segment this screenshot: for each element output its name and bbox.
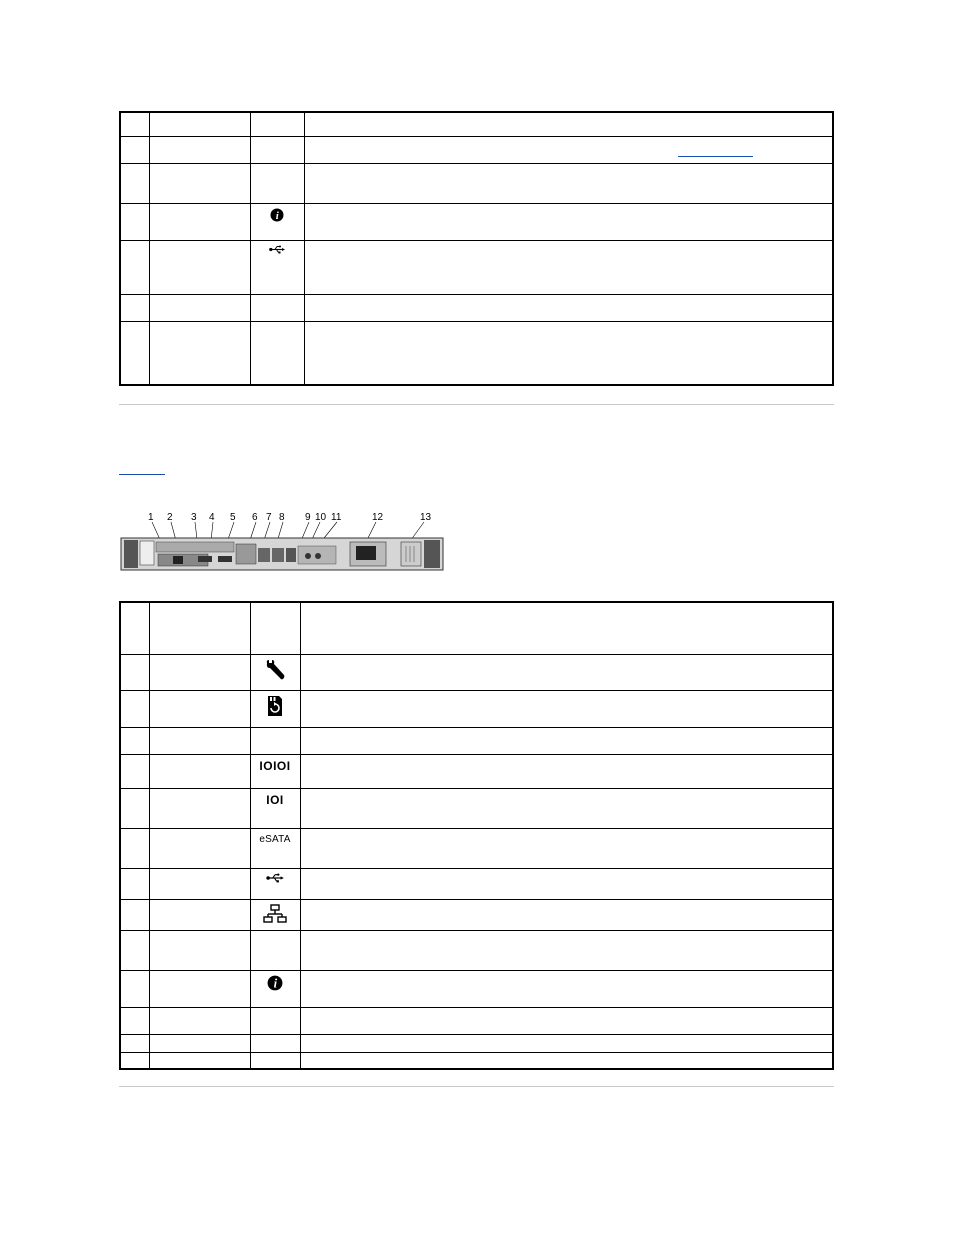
callout-2: 2: [167, 512, 173, 523]
callout-6: 6: [252, 512, 258, 523]
table-row: [120, 203, 833, 240]
callout-7: 7: [266, 512, 272, 523]
table-row: [120, 690, 833, 727]
table-row: [120, 654, 833, 690]
callout-3: 3: [191, 512, 197, 523]
callout-labels: [148, 512, 432, 523]
table-row: [120, 754, 833, 788]
callout-1: 1: [148, 512, 154, 523]
info-icon: [267, 975, 283, 991]
callout-13: 13: [420, 512, 432, 523]
callout-10: 10: [315, 512, 327, 523]
back-panel-features-table: [119, 601, 834, 1070]
table-row: [120, 788, 833, 828]
table-header-row: [120, 602, 833, 654]
table-row: [120, 1052, 833, 1069]
table-row: [120, 136, 833, 163]
section-divider: [119, 1086, 834, 1087]
callout-8: 8: [279, 512, 285, 523]
cross-reference-link[interactable]: [678, 145, 753, 157]
sd-card-icon: [267, 695, 283, 717]
table-row: [120, 240, 833, 294]
table-row: [120, 112, 833, 136]
esata-label: eSATA: [259, 833, 291, 845]
info-icon: [270, 208, 284, 222]
usb-icon: [266, 873, 284, 883]
serial-port-icon: IOIOI: [259, 758, 291, 773]
table-row: [120, 930, 833, 970]
svg-text:i: i: [273, 976, 278, 991]
table-row: [120, 899, 833, 930]
table-row: [120, 321, 833, 385]
table-row: [120, 1007, 833, 1034]
svg-text:i: i: [275, 209, 279, 222]
front-panel-features-table: [119, 111, 834, 386]
callout-4: 4: [209, 512, 215, 523]
back-to-top-link[interactable]: [119, 464, 165, 475]
table-row: [120, 727, 833, 754]
back-panel-figure: [118, 506, 448, 572]
callout-11: 11: [331, 512, 342, 523]
table-row: [120, 868, 833, 899]
table-row: [120, 163, 833, 203]
table-row: [120, 970, 833, 1007]
callout-9: 9: [305, 512, 311, 523]
callout-12: 12: [372, 512, 384, 523]
usb-icon: [269, 245, 285, 254]
callout-5: 5: [230, 512, 236, 523]
table-row: [120, 294, 833, 321]
network-icon: [263, 904, 287, 924]
wrench-icon: [264, 659, 286, 681]
section-divider: [119, 404, 834, 405]
table-row: [120, 828, 833, 868]
table-row: [120, 1034, 833, 1052]
video-port-icon: IOI: [266, 792, 284, 807]
